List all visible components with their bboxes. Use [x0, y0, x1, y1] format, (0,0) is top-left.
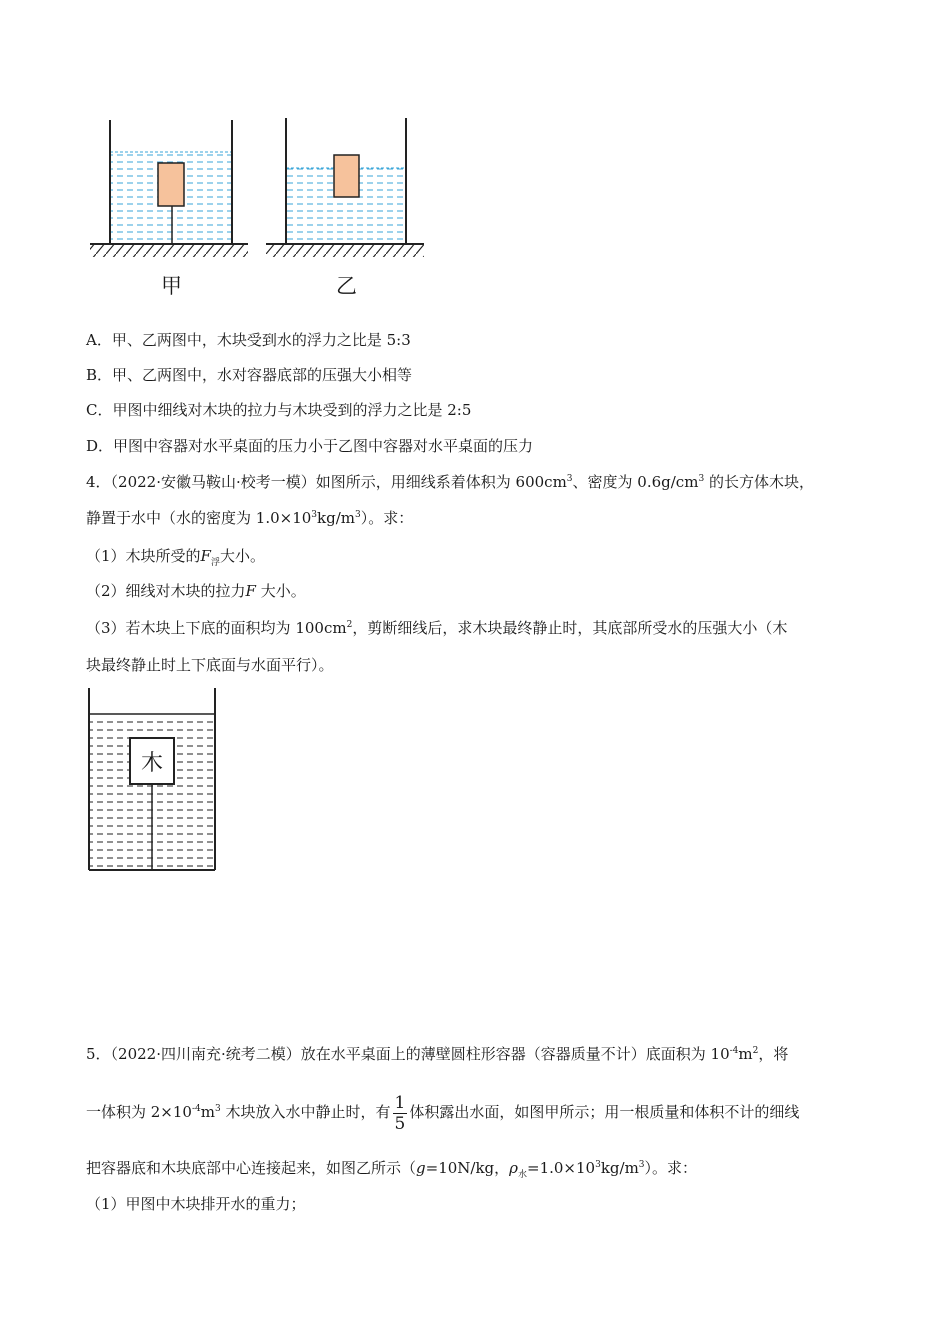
option-b: B．甲、乙两图中，水对容器底部的压强大小相等	[86, 366, 413, 384]
q5-line-1: 5．（2022·四川南充·统考二模）放在水平桌面上的薄壁圆柱形容器（容器质量不计）底面积为 $10^{-4}m^2$，将	[86, 1045, 789, 1063]
figure-container-wood	[86, 686, 220, 872]
q5-line-3: 把容器底和木块底部中心连接起来，如图乙所示（g=10N/kg，$\rho_水=1.0\times 10^3kg/m^3$）。求：	[86, 1159, 698, 1180]
container-jia	[90, 120, 248, 257]
figure-containers-jia-yi	[86, 110, 436, 300]
q4-sub-3: （3）若木块上下底的面积均为 $100cm^2$，剪断细线后，求木块最终静止时，其底部所受水的压强大小（木	[86, 619, 788, 637]
q4-sub-3-cont: 块最终静止时上下底面与水面平行）。	[86, 656, 334, 674]
q4-line-1: 4．（2022·安徽马鞍山·校考一模）如图所示，用细线系着体积为 $600cm^3$、密度为 $0.6g/cm^3$ 的长方体木块，	[86, 473, 814, 491]
q5-number: 5．	[86, 1045, 111, 1063]
q4-number: 4．	[86, 473, 111, 491]
q5-sub-1: （1）甲图中木块排开水的重力；	[86, 1195, 306, 1213]
q4-source: （2022·安徽马鞍山·校考一模）	[110, 473, 316, 491]
figure-label-yi: 乙	[336, 274, 357, 298]
wood-block-jia	[158, 163, 184, 206]
option-c: C．甲图中细线对木块的拉力与木块受到的浮力之比是 2:5	[86, 401, 472, 419]
q5-source: （2022·四川南充·统考二模）	[110, 1045, 301, 1063]
wood-block-yi	[334, 155, 359, 197]
q4-sub-1: （1）木块所受的$F_浮$大小。	[86, 547, 265, 568]
q4-sub-2: （2）细线对木块的拉力F 大小。	[86, 582, 306, 600]
option-d: D．甲图中容器对水平桌面的压力小于乙图中容器对水平桌面的压力	[86, 437, 534, 455]
wood-block-label: 木	[140, 751, 163, 776]
container-yi	[266, 118, 424, 257]
q4-line-2: 静置于水中（水的密度为 $1.0\times 10^3kg/m^3$）。求：	[86, 509, 414, 527]
figure-label-jia: 甲	[161, 274, 182, 298]
q5-line-2: 一体积为 $2\times 10^{-4}m^3$ 木块放入水中静止时，有 $\frac{1}{5}$ 体积露出水面，如图甲所示；用一根质量和体积不计的细线	[86, 1092, 800, 1134]
option-a: A．甲、乙两图中，木块受到水的浮力之比是 5:3	[86, 331, 411, 349]
fraction-one-fifth: $\frac{1}{5}$	[394, 1092, 406, 1134]
